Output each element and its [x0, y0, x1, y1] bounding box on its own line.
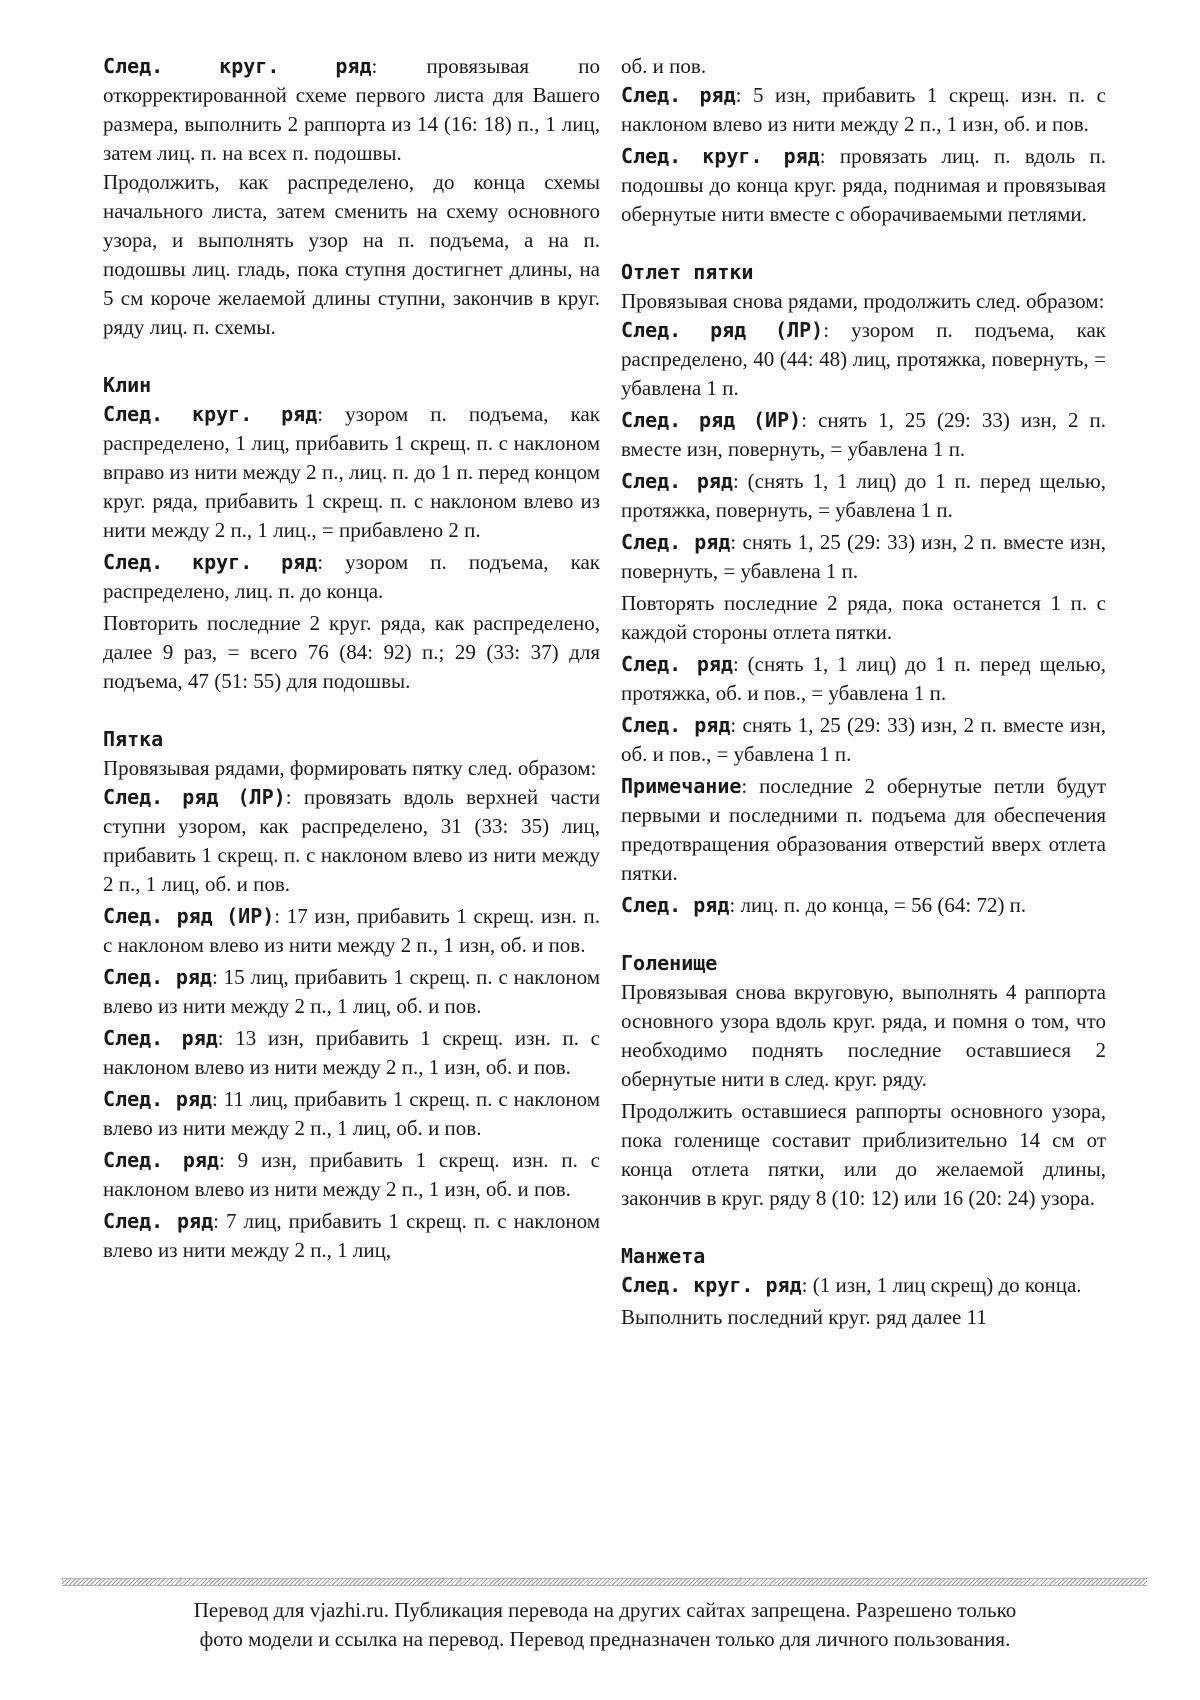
paragraph-text: : (снять 1, 1 лиц) до 1 п. перед щелью, протяжка, повернуть, = убавлена 1 п. — [621, 469, 1106, 522]
row-label: След. ряд — [621, 469, 733, 493]
paragraph — [621, 467, 1106, 525]
paragraph — [103, 400, 600, 545]
row-label: След. ряд (ЛР) — [103, 785, 286, 809]
left-column — [103, 52, 600, 1265]
row-label: След. ряд — [621, 713, 731, 737]
paragraph: Провязывая рядами, формировать пятку след. образом: — [103, 756, 597, 780]
section-heading-manzheta: Манжета — [621, 1244, 706, 1268]
footer-divider — [62, 1578, 1147, 1586]
row-label: След. круг. ряд — [103, 402, 318, 426]
paragraph: Продолжить оставшиеся раппорты основного узора, пока голенище составит приблизительно 14 см от конца отлета пятки, или до желаемой длины, закончив в круг. ряду 8 (10: 12) или 16 (20: 24) узора. — [621, 1099, 1106, 1210]
paragraph — [621, 891, 1106, 920]
footer-line: Перевод для vjazhi.ru. Публикация перевода на других сайтах запрещена. Разрешено только — [193, 1598, 1017, 1622]
row-label: След. ряд — [103, 1026, 218, 1050]
paragraph — [103, 963, 600, 1021]
paragraph — [621, 142, 1106, 229]
row-label: След. круг. ряд — [103, 54, 372, 78]
paragraph — [621, 406, 1106, 464]
section-heading-otlet: Отлет пятки — [621, 260, 754, 284]
footer — [70, 1596, 1140, 1654]
paragraph-text: : 15 лиц, прибавить 1 скрещ. п. с наклоном влево из нити между 2 п., 1 лиц, об. и пов. — [103, 965, 600, 1018]
paragraph-text: : провязать вдоль верхней части ступни узором, как распределено, 31 (33: 35) лиц, прибавить 1 скрещ. п. с наклоном влево из нити между 2 п., 1 лиц, об. и пов. — [103, 785, 600, 896]
note-paragraph — [621, 772, 1106, 888]
paragraph-text: : 5 изн, прибавить 1 скрещ. изн. п. с наклоном влево из нити между 2 п., 1 изн, об. и пов. — [621, 83, 1106, 136]
paragraph-text: : узором п. подъема, как распределено, 40 (44: 48) лиц, протяжка, повернуть, = убавлена 1 п. — [621, 318, 1106, 400]
row-label: След. круг. ряд — [621, 1273, 802, 1297]
paragraph — [103, 548, 600, 606]
paragraph-text: : снять 1, 25 (29: 33) изн, 2 п. вместе изн, повернуть, = убавлена 1 п. — [621, 530, 1106, 583]
paragraph — [621, 711, 1106, 769]
paragraph — [103, 783, 600, 899]
paragraph-text: : узором п. подъема, как распределено, лиц. п. до конца. — [103, 550, 600, 603]
paragraph-text: : (1 изн, 1 лиц скрещ) до конца. — [801, 1273, 1082, 1297]
paragraph: Повторить последние 2 круг. ряда, как распределено, далее 9 раз, = всего 76 (84: 92) п.; 29 (33: 37) для подъема, 47 (51: 55) для подошвы. — [103, 611, 600, 693]
paragraph-text: : провязать лиц. п. вдоль п. подошвы до конца круг. ряда, поднимая и провязывая обернутые нити вместе с оборачиваемыми петлями. — [621, 144, 1106, 226]
paragraph-text: : 9 изн, прибавить 1 скрещ. изн. п. с наклоном влево из нити между 2 п., 1 изн, об. и пов. — [103, 1148, 601, 1201]
paragraph — [103, 1146, 600, 1204]
paragraph — [621, 528, 1106, 586]
section-heading-golenische: Голенище — [621, 951, 718, 975]
paragraph — [103, 1085, 600, 1143]
paragraph — [621, 81, 1106, 139]
paragraph — [103, 1207, 600, 1265]
note-label: Примечание — [621, 774, 742, 798]
paragraph — [621, 1271, 1106, 1300]
paragraph — [103, 902, 600, 960]
paragraph — [621, 316, 1106, 403]
row-label: След. ряд (ЛР) — [621, 318, 824, 342]
section-heading-klin: Клин — [103, 373, 152, 397]
paragraph-text: : 13 изн, прибавить 1 скрещ. изн. п. с наклоном влево из нити между 2 п., 1 изн, об. и пов. — [103, 1026, 601, 1079]
paragraph-text: : 17 изн, прибавить 1 скрещ. изн. п. с наклоном влево из нити между 2 п., 1 изн, об. и пов. — [103, 904, 600, 957]
row-label: След. ряд — [621, 652, 733, 676]
paragraph-text: : снять 1, 25 (29: 33) изн, 2 п. вместе изн, повернуть, = убавлена 1 п. — [621, 408, 1107, 461]
paragraph-text: : последние 2 обернутые петли будут первыми и последними п. подъема для обеспечения предотвращения образования отверстий вверх отлета пятки. — [621, 774, 1106, 885]
row-label: След. ряд — [103, 965, 212, 989]
row-label: След. круг. ряд — [103, 550, 318, 574]
section-heading-pyatka: Пятка — [103, 727, 164, 751]
row-label: След. круг. ряд — [621, 144, 820, 168]
paragraph: Провязывая снова вкруговую, выполнять 4 раппорта основного узора вдоль круг. ряда, и помня о том, что необходимо поднять последние оставшиеся 2 обернутые нити в след. круг. ряду. — [621, 980, 1106, 1091]
paragraph-text: : снять 1, 25 (29: 33) изн, 2 п. вместе изн, об. и пов., = убавлена 1 п. — [621, 713, 1106, 766]
row-label: След. ряд — [103, 1209, 214, 1233]
paragraph — [103, 52, 600, 168]
paragraph-text: : провязывая по откорректированной схеме первого листа для Вашего размера, выполнить 2 раппорта из 14 (16: 18) п., 1 лиц, затем лиц. п. на всех п. подошвы. — [103, 54, 600, 165]
right-column — [621, 52, 1106, 1332]
row-label: След. ряд — [621, 83, 736, 107]
paragraph: Выполнить последний круг. ряд далее 11 — [621, 1305, 987, 1329]
row-label: След. ряд (ИР) — [103, 904, 275, 928]
paragraph-text: : (снять 1, 1 лиц) до 1 п. перед щелью, протяжка, об. и пов., = убавлена 1 п. — [621, 652, 1106, 705]
row-label: След. ряд — [103, 1087, 213, 1111]
paragraph-text: : узором п. подъема, как распределено, 1 лиц, прибавить 1 скрещ. п. с наклоном вправо из нити между 2 п., лиц. п. до 1 п. перед концом круг. ряда, прибавить 1 скрещ. п. с наклоном влево из нити между 2 п., 1 лиц., = прибавлено 2 п. — [103, 402, 600, 542]
paragraph-text: : 7 лиц, прибавить 1 скрещ. п. с наклоном влево из нити между 2 п., 1 лиц, — [103, 1209, 600, 1262]
row-label: След. ряд — [621, 893, 730, 917]
paragraph-text: : лиц. п. до конца, = 56 (64: 72) п. — [729, 893, 1027, 917]
row-label: След. ряд — [621, 530, 731, 554]
paragraph — [103, 1024, 600, 1082]
footer-line: фото модели и ссылка на перевод. Перевод предназначен только для личного пользования. — [199, 1627, 1011, 1651]
paragraph: Продолжить, как распределено, до конца схемы начального листа, затем сменить на схему основного узора, и выполнять узор на п. подъема, а на п. подошвы лиц. гладь, пока ступня достигнет длины, на 5 см короче желаемой длины ступни, закончив в круг. ряду лиц. п. схемы. — [103, 170, 600, 339]
paragraph-text: : 11 лиц, прибавить 1 скрещ. п. с наклоном влево из нити между 2 п., 1 лиц, об. и пов. — [103, 1087, 601, 1140]
row-label: След. ряд — [103, 1148, 219, 1172]
paragraph: Повторять последние 2 ряда, пока останется 1 п. с каждой стороны отлета пятки. — [621, 591, 1106, 644]
paragraph: Провязывая снова рядами, продолжить след. образом: — [621, 289, 1105, 313]
row-label: След. ряд (ИР) — [621, 408, 802, 432]
paragraph — [621, 650, 1106, 708]
paragraph: об. и пов. — [621, 54, 707, 78]
